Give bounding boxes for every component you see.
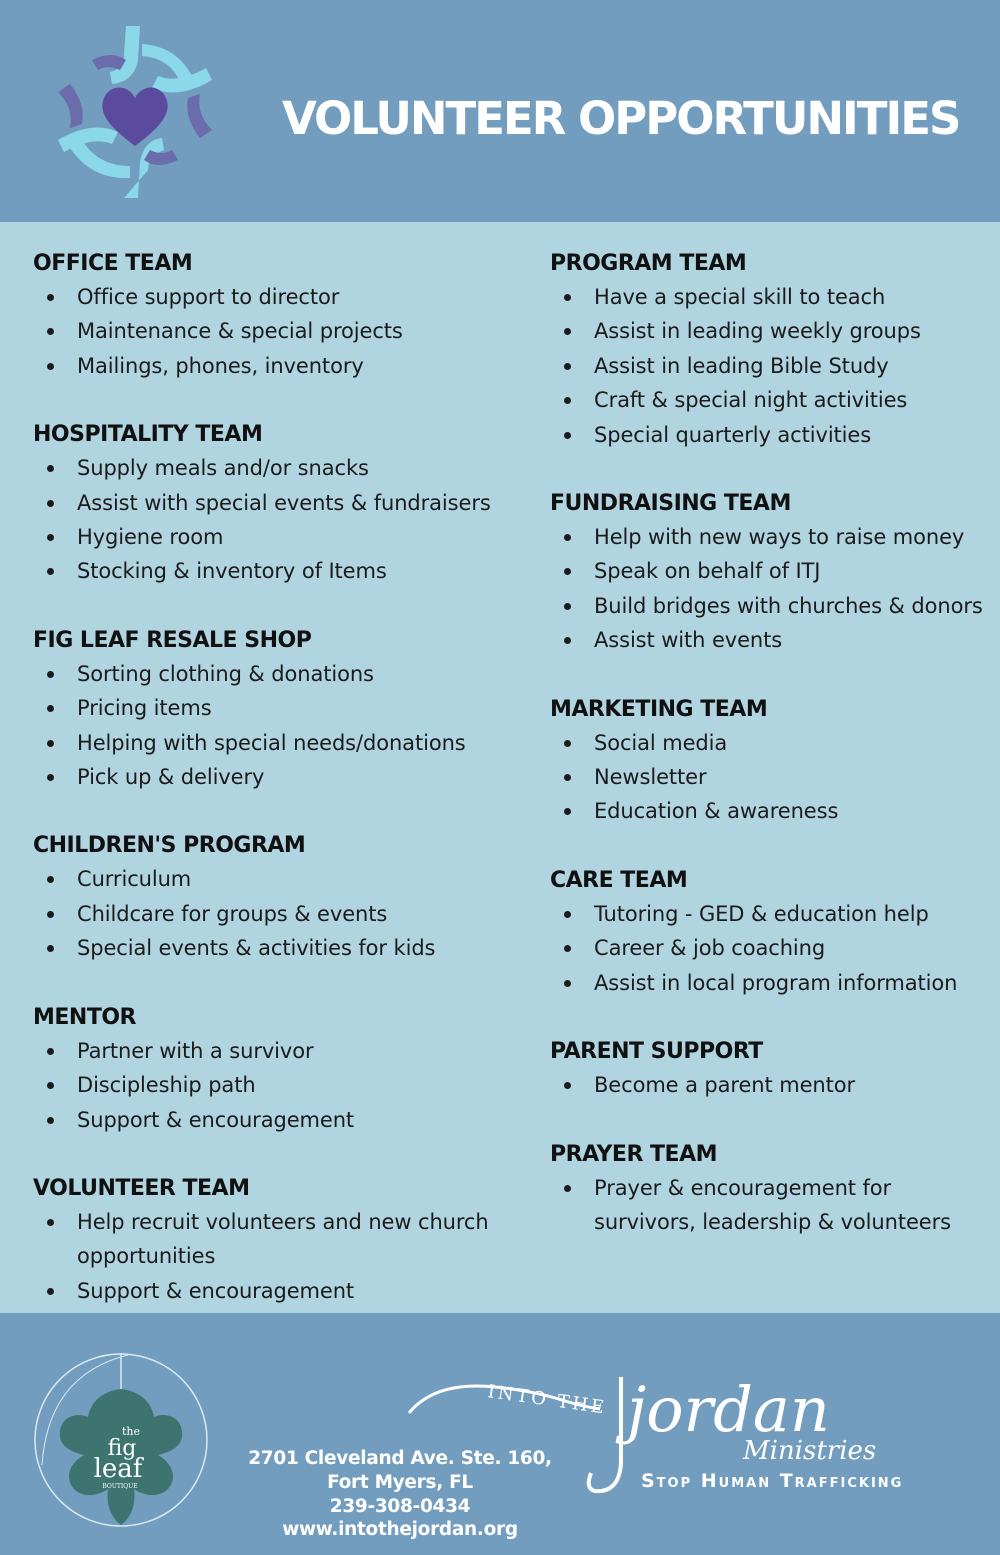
list-item: Support & encouragement xyxy=(33,1103,513,1137)
list-item: Mailings, phones, inventory xyxy=(33,349,513,383)
list-item: Assist with special events & fundraisers xyxy=(33,486,513,520)
fig-leaf-logo xyxy=(28,1345,214,1535)
list-item: Assist with events xyxy=(550,623,998,657)
list-item: Support & encouragement xyxy=(33,1274,513,1308)
section-heading: MENTOR xyxy=(33,1004,136,1030)
section-heading: CHILDREN'S PROGRAM xyxy=(33,833,306,859)
logo-jordan: jordan xyxy=(627,1373,830,1446)
section-care-team xyxy=(550,865,998,1000)
list-item: Speak on behalf of ITJ xyxy=(550,554,998,588)
fig-leaf-fig: fig xyxy=(107,1436,137,1461)
section-mentor xyxy=(33,1002,513,1137)
section-office-team xyxy=(33,248,513,383)
section-heading: MARKETING TEAM xyxy=(550,696,768,722)
list-item: Maintenance & special projects xyxy=(33,314,513,348)
list-item: Supply meals and/or snacks xyxy=(33,451,513,485)
section-heading: PRAYER TEAM xyxy=(550,1141,717,1167)
list-item: Childcare for groups & events xyxy=(33,897,513,931)
list-item: Discipleship path xyxy=(33,1068,513,1102)
left-column xyxy=(33,248,513,1344)
section-heading: FIG LEAF RESALE SHOP xyxy=(33,627,312,653)
logo-tagline: Stop Human Trafficking xyxy=(641,1470,904,1492)
fig-leaf-boutique: BOUTIQUE xyxy=(102,1483,138,1490)
section-heading: CARE TEAM xyxy=(550,867,688,893)
list-item: Office support to director xyxy=(33,280,513,314)
list-item: Help with new ways to raise money xyxy=(550,520,998,554)
section-heading: PARENT SUPPORT xyxy=(550,1039,763,1065)
list-item: Tutoring - GED & education help xyxy=(550,897,998,931)
list-item: Partner with a survivor xyxy=(33,1034,513,1068)
list-item: Help recruit volunteers and new church opportunities xyxy=(33,1205,513,1274)
list-item: Assist in local program information xyxy=(550,966,998,1000)
list-item: Helping with special needs/donations xyxy=(33,726,513,760)
section-heading: FUNDRAISING TEAM xyxy=(550,491,791,517)
list-item: Career & job coaching xyxy=(550,931,998,965)
list-item: Craft & special night activities xyxy=(550,383,998,417)
list-item: Pick up & delivery xyxy=(33,760,513,794)
section-prayer-team xyxy=(550,1139,998,1240)
list-item: Curriculum xyxy=(33,862,513,896)
list-item: Special events & activities for kids xyxy=(33,931,513,965)
into-the-jordan-logo xyxy=(395,1353,995,1503)
list-item: Education & awareness xyxy=(550,794,998,828)
section-heading: OFFICE TEAM xyxy=(33,251,193,276)
list-item: Have a special skill to teach xyxy=(550,280,998,314)
address-line2: Fort Myers, FL xyxy=(327,1471,473,1493)
list-item: Hygiene room xyxy=(33,520,513,554)
page-title: VOLUNTEER OPPORTUNITIES xyxy=(282,92,960,145)
right-column xyxy=(550,248,998,1275)
section-hospitality-team xyxy=(33,419,513,589)
logo-ministries: Ministries xyxy=(743,1436,877,1466)
section-volunteer-team xyxy=(33,1173,513,1308)
footer xyxy=(0,1313,1000,1555)
section-fundraising-team xyxy=(550,488,998,658)
section-heading: PROGRAM TEAM xyxy=(550,251,747,276)
website-link[interactable]: www.intothejordan.org xyxy=(282,1519,518,1541)
fig-leaf-the: the xyxy=(121,1425,141,1438)
address-line1: 2701 Cleveland Ave. Ste. 160, xyxy=(248,1448,552,1469)
list-item: Become a parent mentor xyxy=(550,1068,998,1102)
section-childrens-program xyxy=(33,830,513,965)
section-marketing-team xyxy=(550,694,998,829)
list-item: Pricing items xyxy=(33,691,513,725)
list-item: Stocking & inventory of Items xyxy=(33,554,513,588)
section-heading: VOLUNTEER TEAM xyxy=(33,1175,250,1201)
section-fig-leaf-resale-shop xyxy=(33,625,513,795)
section-program-team xyxy=(550,248,998,452)
header xyxy=(0,0,1000,222)
section-heading: HOSPITALITY TEAM xyxy=(33,422,263,448)
list-item: Social media xyxy=(550,726,998,760)
fig-leaf-leaf: leaf xyxy=(93,1454,143,1484)
list-item: Prayer & encouragement for survivors, leadership & volunteers xyxy=(550,1171,998,1240)
list-item: Special quarterly activities xyxy=(550,418,998,452)
phone-number: 239-308-0434 xyxy=(329,1495,471,1517)
hands-around-heart-icon xyxy=(52,20,218,200)
list-item: Newsletter xyxy=(550,760,998,794)
list-item: Assist in leading Bible Study xyxy=(550,349,998,383)
logo-into-the: INTO THE xyxy=(486,1381,609,1419)
list-item: Sorting clothing & donations xyxy=(33,657,513,691)
list-item: Build bridges with churches & donors xyxy=(550,589,998,623)
list-item: Assist in leading weekly groups xyxy=(550,314,998,348)
section-parent-support xyxy=(550,1036,998,1102)
